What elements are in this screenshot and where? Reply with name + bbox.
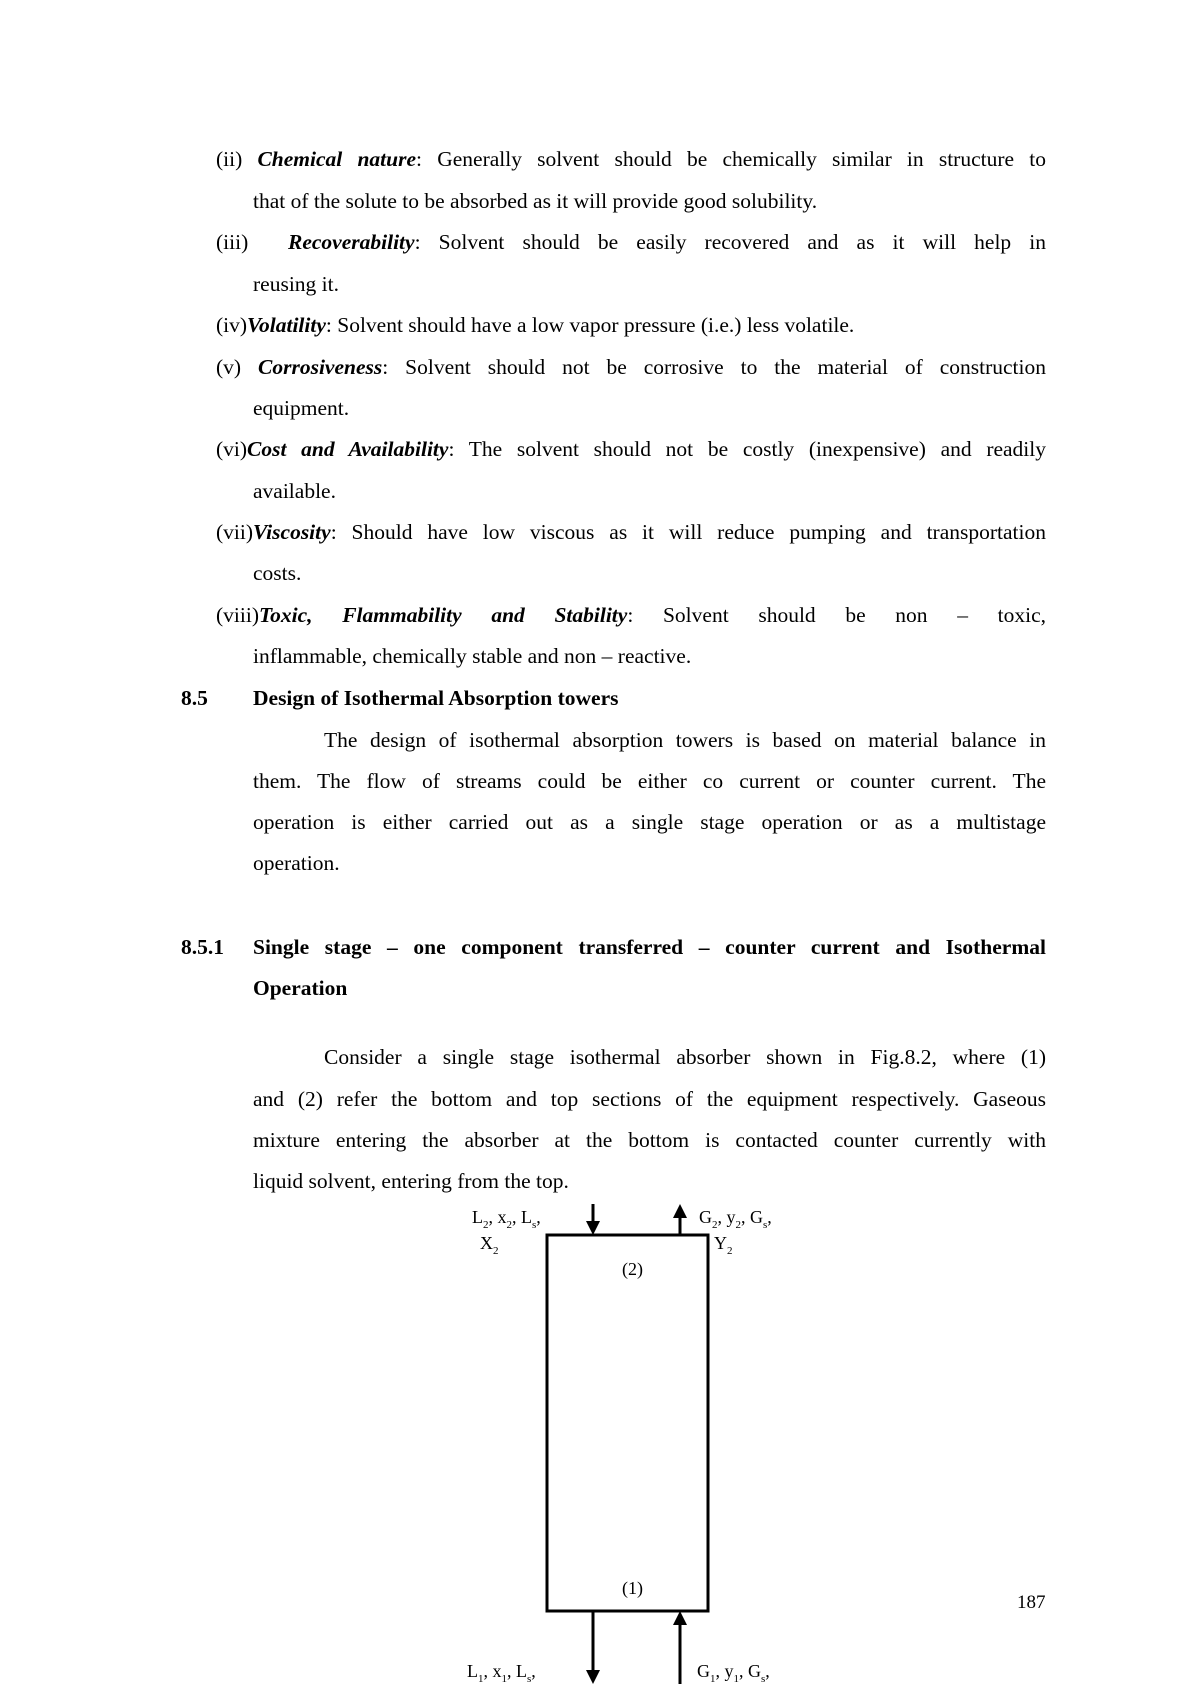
- absorber-column: [547, 1235, 708, 1611]
- item-text-cont: reusing it.: [253, 272, 339, 296]
- page-number: 187: [1017, 1592, 1046, 1613]
- item-label: (viii): [216, 603, 259, 627]
- paragraph-line: and (2) refer the bottom and top sections of the equipment respectively. Gaseous: [253, 1087, 1046, 1111]
- item-term: Toxic, Flammability and Stability: [259, 603, 628, 627]
- section-number: 8.5: [181, 686, 208, 710]
- item-term: Viscosity: [253, 520, 331, 544]
- liquid-inlet-label-cont: $X_2$: [480, 1233, 499, 1257]
- section-title: Design of Isothermal Absorption towers: [253, 686, 619, 710]
- item-term: Cost and Availability: [247, 437, 449, 461]
- subsection-title: Single stage – one component transferred – counter current and Isothermal: [253, 935, 1046, 959]
- item-text-cont: costs.: [253, 561, 302, 585]
- item-label: (ii): [216, 147, 258, 171]
- subsection-number: 8.5.1: [181, 935, 224, 959]
- item-term: Chemical nature: [257, 147, 417, 171]
- gas-outlet-label: $G_2$, $y_2$, $G_s$,: [699, 1207, 772, 1231]
- paragraph-line: operation is either carried out as a single stage operation or as a multistage: [253, 810, 1046, 834]
- top-section-label: (2): [622, 1259, 643, 1279]
- arrowhead-icon: [586, 1221, 600, 1235]
- item-text: : Solvent should not be corrosive to the material of construction: [382, 355, 1046, 379]
- item-text-cont: inflammable, chemically stable and non – reactive.: [253, 644, 692, 668]
- item-text: : The solvent should not be costly (inexpensive) and readily: [448, 437, 1046, 461]
- item-label: (vii): [216, 520, 254, 544]
- paragraph-line: them. The flow of streams could be either co current or counter current. The: [253, 769, 1046, 793]
- item-label: (iv): [216, 313, 248, 337]
- item-label: (vi): [216, 437, 248, 461]
- item-text: : Generally solvent should be chemically similar in structure to: [416, 147, 1046, 171]
- item-label: (v): [216, 355, 259, 379]
- paragraph-line: liquid solvent, entering from the top.: [253, 1169, 569, 1193]
- item-term: Volatility: [247, 313, 326, 337]
- paragraph-line: mixture entering the absorber at the bottom is contacted counter currently with: [253, 1128, 1046, 1152]
- paragraph-line: The design of isothermal absorption towers is based on material balance in: [324, 728, 1046, 752]
- arrowhead-icon: [586, 1670, 600, 1684]
- gas-outlet-label-cont: $Y_2$: [714, 1233, 733, 1257]
- item-label: (iii): [216, 230, 249, 254]
- arrowhead-icon: [673, 1611, 687, 1625]
- subsection-title-cont: Operation: [253, 976, 348, 1000]
- item-text: : Solvent should be easily recovered and as it will help in: [414, 230, 1046, 254]
- item-text: : Should have low viscous as it will reduce pumping and transportation: [330, 520, 1046, 544]
- item-text-cont: available.: [253, 479, 336, 503]
- item-text-cont: that of the solute to be absorbed as it will provide good solubility.: [253, 189, 818, 213]
- bottom-section-label: (1): [622, 1578, 643, 1598]
- item-term: Recoverability: [288, 230, 415, 254]
- item-term: Corrosiveness: [258, 355, 383, 379]
- gas-inlet-label: $G_1$, $y_1$, $G_s$,: [697, 1661, 770, 1685]
- paragraph-line: operation.: [253, 851, 340, 875]
- paragraph-line: Consider a single stage isothermal absorber shown in Fig.8.2, where (1): [324, 1045, 1046, 1069]
- item-text: : Solvent should be non – toxic,: [627, 603, 1046, 627]
- item-text-cont: equipment.: [253, 396, 350, 420]
- liquid-inlet-label: $L_2$, $x_2$, $L_s$,: [472, 1207, 541, 1231]
- arrowhead-icon: [673, 1204, 687, 1218]
- item-text: : Solvent should have a low vapor pressure (i.e.) less volatile.: [325, 313, 855, 337]
- liquid-outlet-label: $L_1$, $x_1$, $L_s$,: [467, 1661, 536, 1685]
